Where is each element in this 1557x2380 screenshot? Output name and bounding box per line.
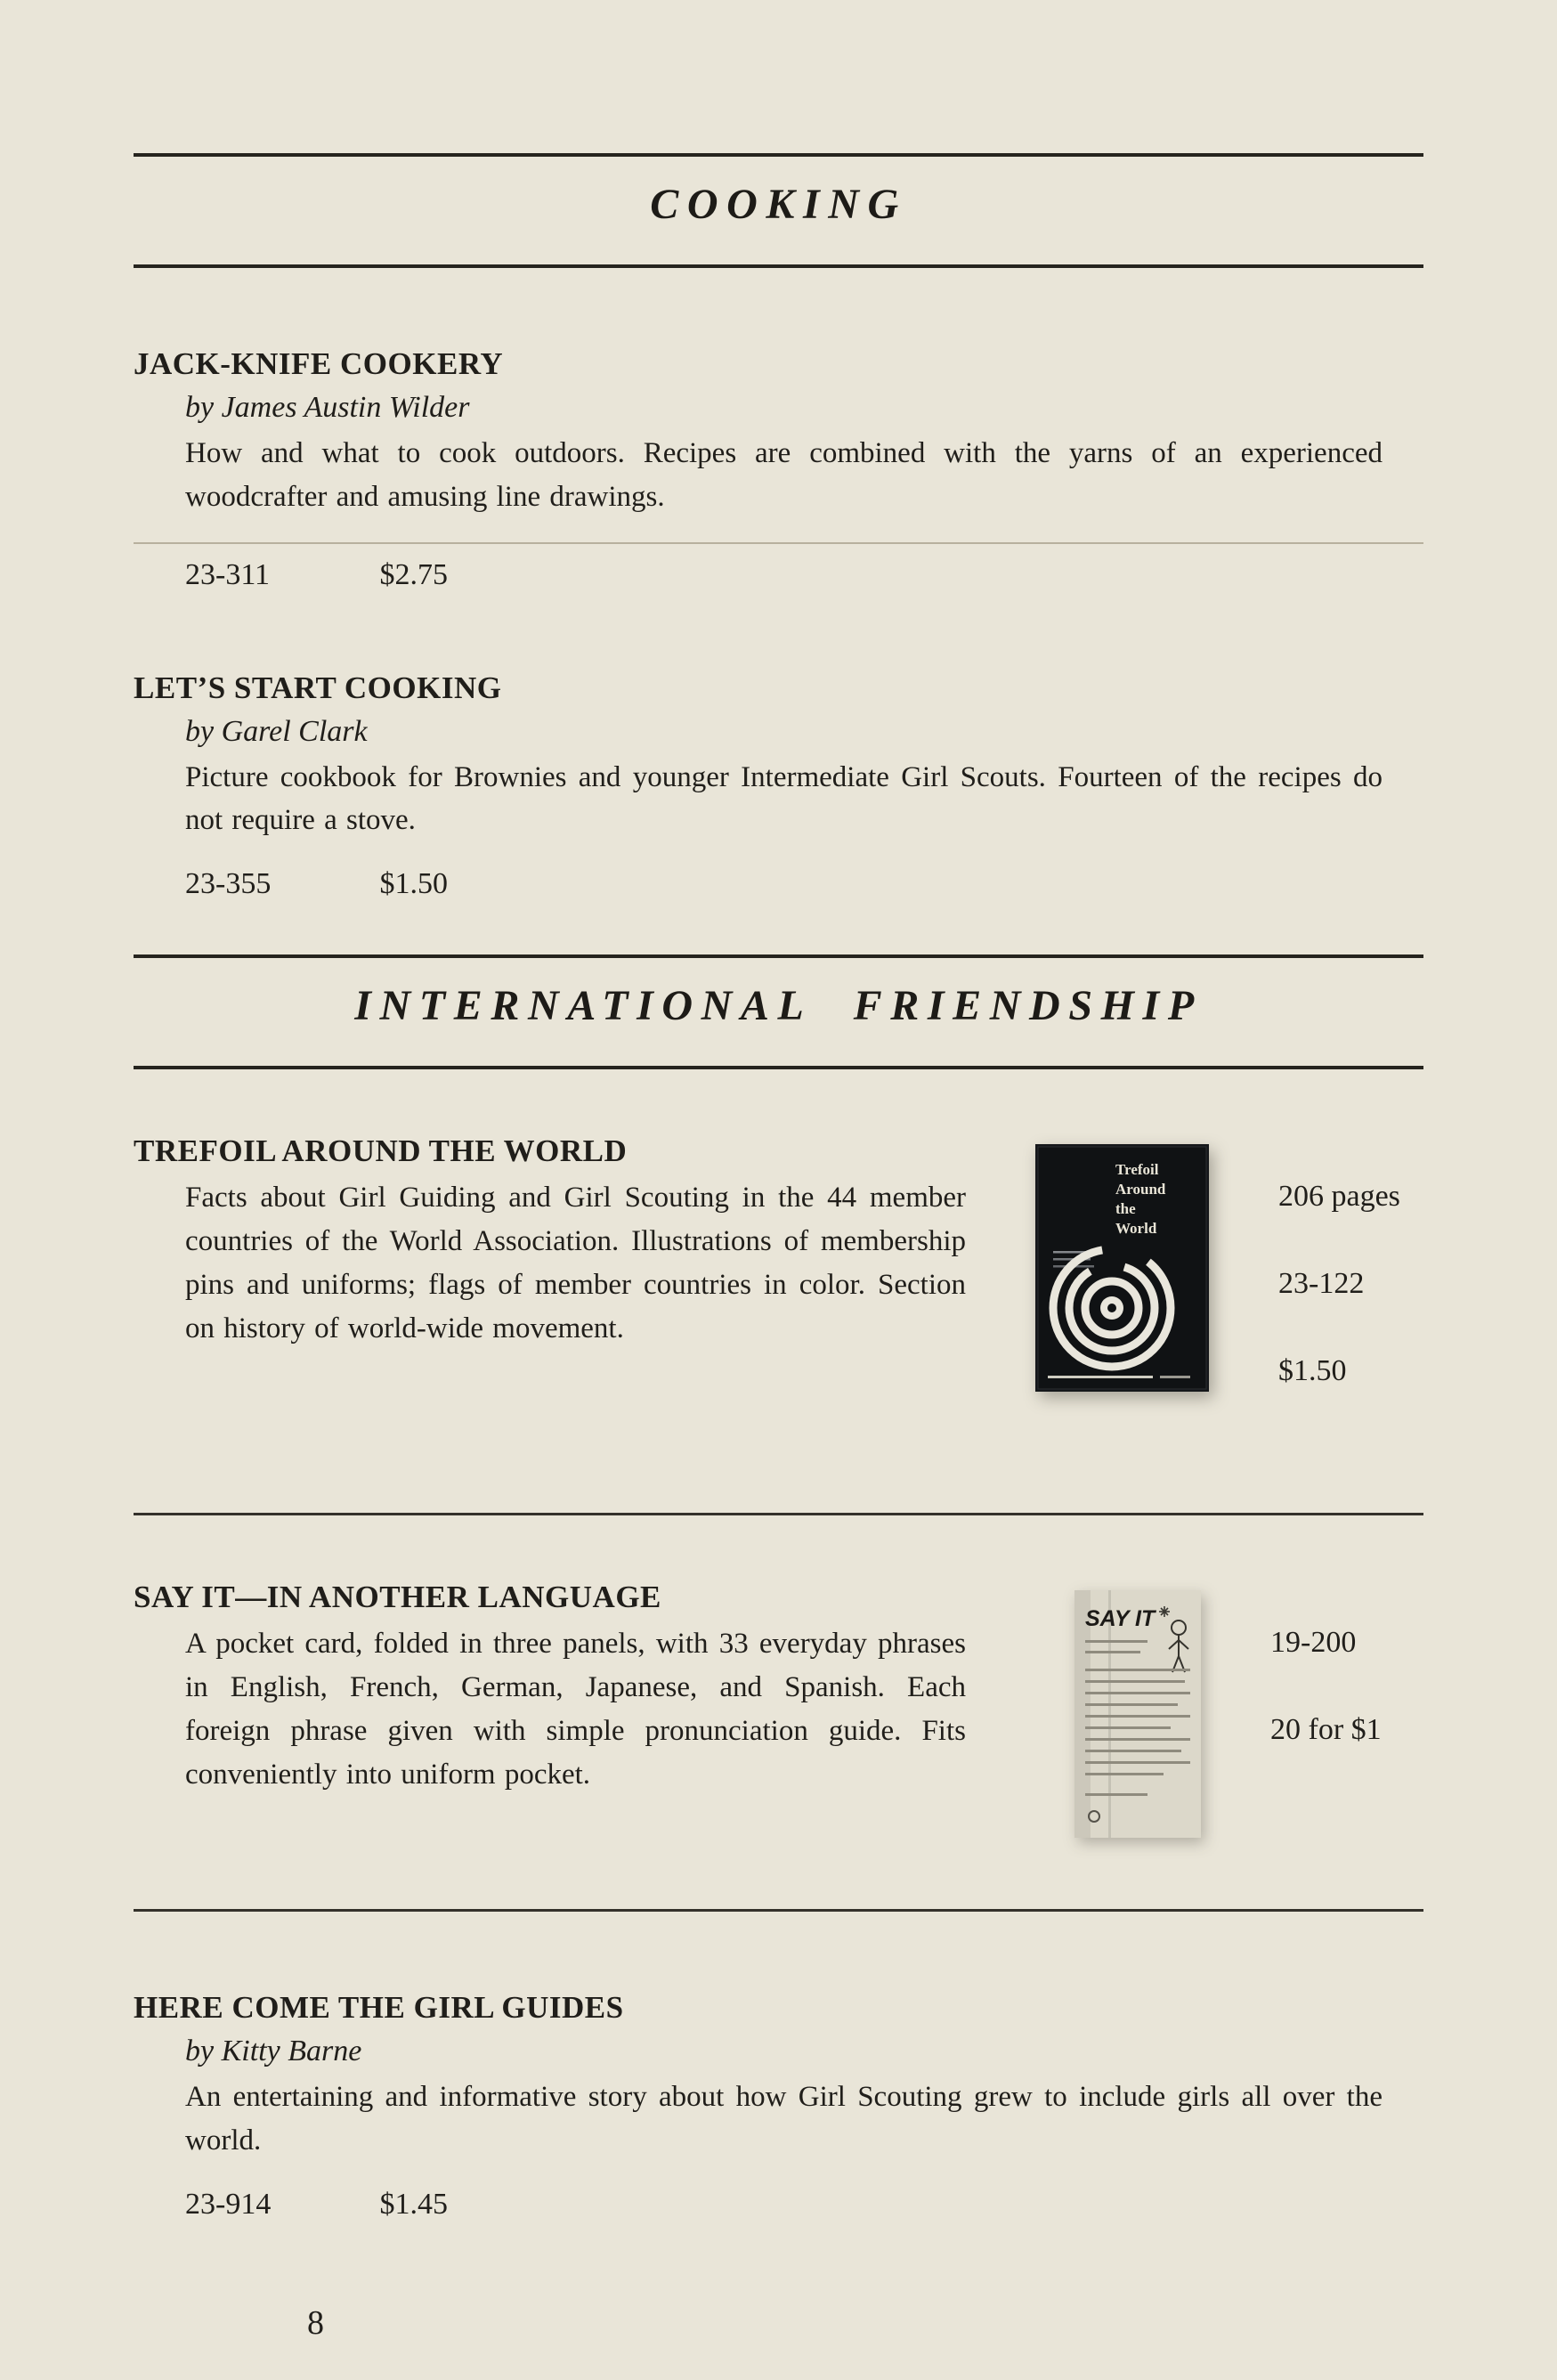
catalog-code: 23-311 (185, 557, 271, 591)
price-row (185, 558, 1423, 592)
divider-after-say-it (134, 1909, 1423, 1912)
listing-info-column (1278, 1180, 1400, 1442)
cover-title-line: Trefoil (1115, 1161, 1159, 1179)
book-description: An entertaining and informative story about how Girl Scouting grew to include girls all over the world. (185, 2081, 1383, 2157)
book-title: SAY IT—IN ANOTHER LANGUAGE (134, 1580, 661, 1615)
page-content (0, 153, 1557, 2222)
section-title-international-friendship: INTERNATIONAL FRIENDSHIP (354, 982, 1203, 1030)
price: $2.75 (379, 557, 448, 591)
price: $1.50 (1278, 1354, 1347, 1388)
price: $1.45 (379, 2187, 448, 2221)
page-number: 8 (307, 2304, 324, 2342)
listing-trefoil-around-the-world (134, 1133, 1423, 1442)
listing-here-come-the-girl-guides (134, 1990, 1423, 2222)
trefoil-book-cover-art (1035, 1144, 1209, 1392)
book-description: Facts about Girl Guiding and Girl Scouting in the 44 member countries of the World Association. Illustrations of membership pins and uniforms; flags of member countries in color. Section on history of world-wide movement. (185, 1182, 966, 1344)
section-title-cooking: COOKING (650, 181, 907, 228)
faint-divider (134, 542, 1423, 544)
book-title: TREFOIL AROUND THE WORLD (134, 1133, 628, 1169)
catalog-code: 23-914 (185, 2187, 272, 2221)
listing-say-it-in-another-language (134, 1580, 1423, 1838)
say-it-card-art (1074, 1590, 1201, 1838)
cover-title-line: the (1115, 1200, 1136, 1218)
book-description: Picture cookbook for Brownies and younger Intermediate Girl Scouts. Fourteen of the recipes do not require a stove. (185, 760, 1383, 837)
catalog-code: 23-122 (1278, 1267, 1365, 1301)
listing-text-block (134, 1580, 966, 1796)
book-author: by Garel Clark (185, 714, 368, 748)
catalog-code: 23-355 (185, 867, 272, 901)
book-author: by James Austin Wilder (185, 391, 470, 424)
book-description: How and what to cook outdoors. Recipes are combined with the yarns of an experienced woodcrafter and amusing line drawings. (185, 437, 1383, 513)
price-row (185, 2188, 1423, 2222)
pocket-card-image (1074, 1590, 1201, 1838)
card-title: SAY IT (1085, 1606, 1156, 1632)
listing-text-block (134, 1133, 966, 1350)
divider-under-cooking (134, 264, 1423, 268)
book-description: A pocket card, folded in three panels, with 33 everyday phrases in English, French, German, Japanese, and Spanish. Each foreign phrase given with simple pronunciation guide. Fits conveniently into uniform pocket. (185, 1628, 966, 1791)
listing-lets-start-cooking (134, 670, 1423, 902)
book-title: LET’S START COOKING (134, 670, 502, 705)
book-cover-image (1035, 1144, 1209, 1392)
cover-footer-text-line (1048, 1376, 1153, 1378)
cover-title-line: Around (1115, 1181, 1166, 1198)
book-title: JACK-KNIFE COOKERY (134, 346, 504, 381)
catalog-code: 19-200 (1270, 1626, 1357, 1660)
price-row (185, 867, 1423, 901)
listing-info-column (1270, 1626, 1382, 1800)
page-count: 206 pages (1278, 1180, 1400, 1214)
divider-under-international (134, 1066, 1423, 1069)
cover-footer-text-line (1160, 1376, 1190, 1378)
price: 20 for $1 (1270, 1713, 1382, 1747)
cover-title-line: World (1115, 1220, 1157, 1238)
listing-jack-knife-cookery (134, 346, 1423, 592)
book-author: by Kitty Barne (185, 2035, 362, 2068)
book-title: HERE COME THE GIRL GUIDES (134, 1990, 624, 2026)
price: $1.50 (379, 867, 448, 901)
divider-after-trefoil (134, 1513, 1423, 1515)
